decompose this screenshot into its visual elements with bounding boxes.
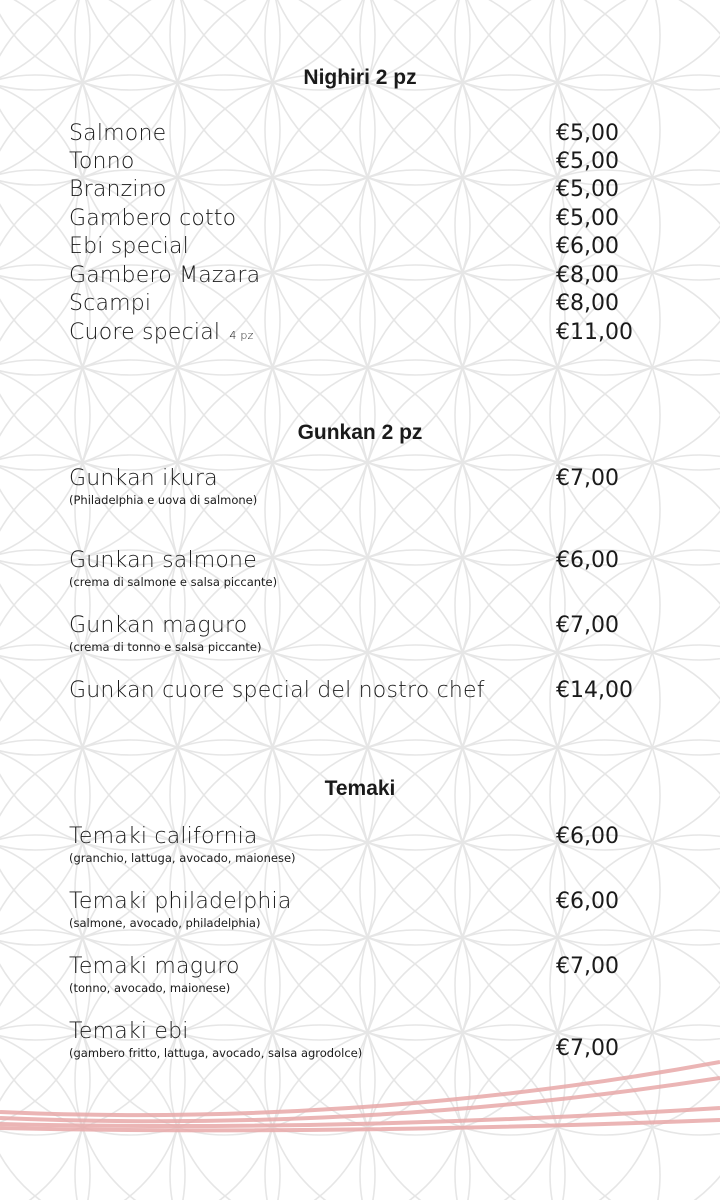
pattern-circle bbox=[265, 930, 565, 1200]
menu-item-name: Temaki ebi bbox=[69, 1019, 189, 1044]
pattern-circle bbox=[265, 835, 565, 1135]
pattern-circle bbox=[265, 0, 565, 280]
menu-item-price: €11,00 bbox=[556, 320, 633, 345]
menu-item-name: Temaki philadelphia bbox=[69, 889, 292, 914]
menu-item-name: Temaki california bbox=[69, 824, 258, 849]
menu-item-name: Ebi special bbox=[69, 234, 189, 259]
menu-item-description: (Philadelphia e uova di salmone) bbox=[69, 493, 258, 507]
pattern-circle bbox=[265, 75, 565, 375]
menu-item-name: Salmone bbox=[69, 121, 167, 146]
menu-item-price: €6,00 bbox=[556, 234, 619, 259]
section-title-temaki: Temaki bbox=[324, 777, 396, 800]
menu-item-price: €8,00 bbox=[556, 263, 619, 288]
menu-item-price: €5,00 bbox=[556, 121, 619, 146]
pattern-circle bbox=[0, 0, 280, 185]
menu-item-price: €5,00 bbox=[556, 177, 619, 202]
pattern-circle bbox=[170, 0, 470, 280]
menu-item-description: (salmone, avocado, philadelphia) bbox=[69, 916, 261, 930]
menu-item-name: Branzino bbox=[69, 177, 167, 202]
menu-item-price: €7,00 bbox=[556, 954, 619, 979]
menu-item-name: Scampi bbox=[69, 291, 152, 316]
menu-item-price: €7,00 bbox=[556, 1036, 619, 1061]
menu-item-row bbox=[69, 320, 253, 345]
menu-item-price: €7,00 bbox=[556, 466, 619, 491]
pattern-circle bbox=[360, 835, 660, 1135]
pattern-circle bbox=[170, 0, 470, 185]
menu-item-name: Gunkan maguro bbox=[69, 613, 248, 638]
pattern-circle bbox=[455, 835, 720, 1135]
menu-item-price: €7,00 bbox=[556, 613, 619, 638]
section-title-nighiri: Nighiri 2 pz bbox=[303, 66, 417, 89]
menu-item-description: (gambero fritto, lattuga, avocado, salsa agrodolce) bbox=[69, 1046, 363, 1060]
menu-item-price: €14,00 bbox=[556, 678, 633, 703]
section-title-gunkan: Gunkan 2 pz bbox=[297, 421, 423, 444]
pattern-circle bbox=[360, 455, 660, 755]
menu-item-price: €6,00 bbox=[556, 824, 619, 849]
menu-item-description: (crema di salmone e salsa piccante) bbox=[69, 575, 278, 589]
menu-item-name: Cuore special bbox=[69, 320, 221, 345]
menu-item-price: €5,00 bbox=[556, 206, 619, 231]
menu-item-price: €6,00 bbox=[556, 889, 619, 914]
pattern-circle bbox=[265, 360, 565, 660]
pattern-circle bbox=[265, 455, 565, 755]
menu-item-name: Gunkan cuore special del nostro chef bbox=[69, 678, 485, 703]
pattern-circle bbox=[170, 265, 470, 565]
menu-item-name: Gunkan salmone bbox=[69, 548, 257, 573]
menu-item-name: Gunkan ikura bbox=[69, 466, 218, 491]
menu-item-name: Gambero Mazara bbox=[69, 263, 261, 288]
menu-item-name: Tonno bbox=[69, 149, 135, 174]
menu-item-description: (crema di tonno e salsa piccante) bbox=[69, 640, 262, 654]
pattern-circle bbox=[265, 0, 565, 185]
menu-item-name: Temaki maguro bbox=[69, 954, 240, 979]
menu-item-price: €6,00 bbox=[556, 548, 619, 573]
pattern-circle bbox=[265, 265, 565, 565]
menu-item-description: (granchio, lattuga, avocado, maionese) bbox=[69, 851, 296, 865]
menu-item-description: (tonno, avocado, maionese) bbox=[69, 981, 231, 995]
menu-item-note: 4 pz bbox=[229, 329, 254, 342]
menu-item-price: €8,00 bbox=[556, 291, 619, 316]
menu-item-name: Gambero cotto bbox=[69, 206, 237, 231]
pattern-circle bbox=[455, 455, 720, 755]
menu-item-price: €5,00 bbox=[556, 149, 619, 174]
